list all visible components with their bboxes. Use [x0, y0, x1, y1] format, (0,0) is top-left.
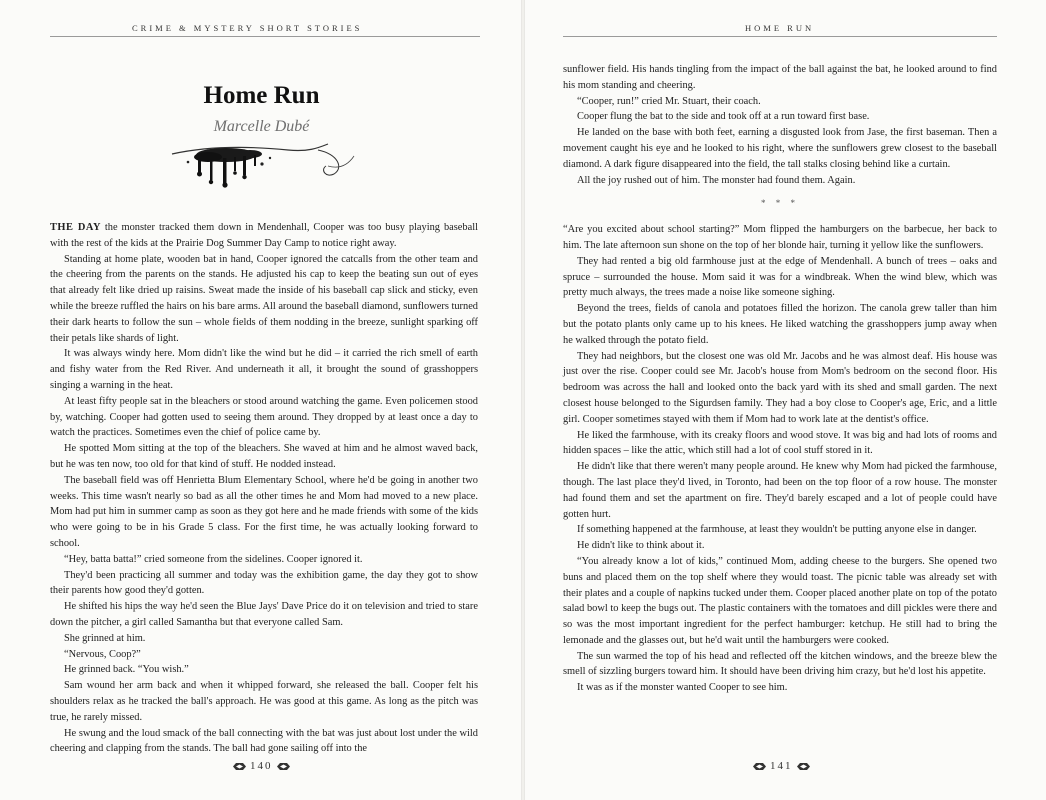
folio-ornament-icon	[233, 763, 246, 770]
body-paragraph: All the joy rushed out of him. The monster had found them. Again.	[577, 174, 856, 186]
body-paragraph: “Nervous, Coop?”	[64, 648, 141, 660]
body-paragraph: “Cooper, run!” cried Mr. Stuart, their coach.	[577, 95, 761, 107]
left-page-body	[50, 220, 478, 757]
body-paragraph: They'd been practicing all summer and today was the exhibition game, the day they got to show their parents how good they'd gotten.	[50, 569, 478, 597]
body-paragraph: Cooper flung the bat to the side and took off at a run toward first base.	[577, 111, 870, 123]
body-paragraph: “Hey, batta batta!” cried someone from the sidelines. Cooper ignored it.	[64, 553, 363, 565]
body-paragraph: “You already know a lot of kids,” continued Mom, adding cheese to the burgers. She opened two buns and placed them on the top shelf where they would toast. The picnic table was already set with their plates and a couple of napkins tucked under them. Cooper placed another plate on top of the potato salad bowl to keep the bugs out. The plastic containers with the tomatoes and dill pickles were there and so was the most important ingredient for the perfect hamburger: ketchup. He still had to bring the lemonade and the glasses out, but he'd wait until the hamburgers were cooked.	[563, 555, 997, 646]
story-title: Home Run	[203, 82, 320, 109]
lead-words: THE DAY	[50, 222, 101, 233]
right-page	[523, 0, 1046, 800]
body-paragraph: “Are you excited about school starting?” Mom flipped the hamburgers on the barbecue, her back to him. The late afternoon sun shone on the top of her blonde hair, turning it yellow like the sunflowers.	[563, 224, 997, 251]
body-paragraph: He landed on the base with both feet, earning a disgusted look from Jase, the first baseman. Then a movement caught his eye and he looked to his right, where the sunflowers grew closest to the baseball diamond. A dark figure disappeared into the field, the tall stalks closing behind like a curtain.	[563, 127, 997, 170]
header-rule-right	[563, 36, 997, 37]
body-paragraph: He swung and the loud smack of the ball connecting with the bat was just about lost under the wild cheering and clapping from the stands. The ball had gone sailing off into the	[50, 727, 478, 755]
body-paragraph: Sam wound her arm back and when it whipped forward, she released the ball. Cooper felt his shoulders relax as he tracked the ball's approach. He was good at this game. As long as the pitch was true, he rarely missed.	[50, 680, 478, 723]
body-paragraph: If something happened at the farmhouse, at least they wouldn't be putting anyone else in danger.	[577, 524, 977, 536]
page-number-right	[753, 760, 810, 772]
body-paragraph: He didn't like that there weren't many people around. He knew why Mom had picked the farmhouse, though. The last place they'd lived, in Toronto, had been on the top floor of a row house. The monster had found them and set the apartment on fire. They'd barely escaped and a lot of people could have gotten hurt.	[563, 461, 997, 520]
body-paragraph: He grinned back. “You wish.”	[64, 664, 189, 676]
page-number-text: 140	[250, 760, 273, 772]
body-paragraph: He shifted his hips the way he'd seen the Blue Jays' Dave Price do it on television and tried to stare down the pitcher, a girl called Samantha but that everyone called Sam.	[50, 601, 478, 628]
story-author: Marcelle Dubé	[213, 118, 310, 135]
folio-ornament-icon	[753, 763, 766, 770]
body-paragraph: At least fifty people sat in the bleachers or stood around watching the game. Even policemen stood by, watching. Cooper had gotten used to seeing them around. They dropped by at least once a day to watch the practices. Sometimes even the chief of police came by.	[50, 395, 478, 439]
scene-break: * * *	[761, 198, 799, 209]
body-paragraph: sunflower field. His hands tingling from the impact of the ball against the bat, he looked around to find his mom standing and cheering.	[563, 64, 997, 91]
body-paragraph: He spotted Mom sitting at the top of the bleachers. She waved at him and he almost waved back, but he was ten now, too old for that kind of stuff. He nodded instead.	[50, 443, 478, 470]
folio-ornament-icon	[797, 763, 810, 770]
body-paragraph: They had rented a big old farmhouse just at the edge of Mendenhall. A bunch of trees – oaks and spruce – surrounded the house. Mom said it was for a windbreak. When the wind blew, which was pretty much always, the trees made a noise like someone sighing.	[563, 255, 997, 299]
body-paragraph: The baseball field was off Henrietta Blum Elementary School, where he'd be going in another two weeks. This time wasn't nearly so bad as all the other times he and Mom had moved to a new place. Mom had put him in summer camp as soon as they got here and he made friends with some of the kids who were going to be in his Grade 5 class. For the first time, he was actually looking forward to school.	[50, 474, 478, 549]
running-head-left: CRIME & MYSTERY SHORT STORIES	[132, 23, 363, 33]
body-paragraph: He didn't like to think about it.	[577, 540, 705, 552]
page-number-left	[233, 760, 290, 772]
ink-splash-ornament-icon	[168, 140, 358, 188]
right-page-body	[563, 62, 997, 696]
body-paragraph: The sun warmed the top of his head and reflected off the kitchen windows, and the breeze blew the smell of sizzling burgers toward him. It should have been driving him crazy, but he'd lost his appetite.	[563, 650, 997, 678]
body-paragraph: They had neighbors, but the closest one was old Mr. Jacobs and he was almost deaf. His house was just over the rise. Cooper could see Mr. Jacob's house from Mom's bedroom on the second floor. His bedroom was across the hall and looked onto the back yard with its shed and small garden. The next closest house belonged to the Sigurdsen family. They had a boy close to Cooper's age, Eric, and a little girl. Cooper sometimes stayed with them if Mom had to work late at the dentist's office.	[563, 350, 997, 425]
body-paragraph: Standing at home plate, wooden bat in hand, Cooper ignored the catcalls from the other team and the cheering from the parents on the stands. He adjusted his cap to keep the beating sun out of eyes that already felt like dried up raisins. Sweat made the inside of his baseball cap slick and sticky, even while the breeze ruffled the hairs on his bare arms. All around the baseball diamond, sunflowers turned their dark hearts to follow the sun – whole fields of them nodding in the breeze, sunlight sparking off their petals like shards of light.	[50, 253, 479, 344]
body-paragraph: It was always windy here. Mom didn't like the wind but he did – it carried the rich smell of earth and fishy water from the Red River. And underneath it all, it brought the sound of grasshoppers singing a warning in the heat.	[50, 348, 478, 391]
body-paragraph: It was as if the monster wanted Cooper to see him.	[577, 682, 788, 694]
page-number-text: 141	[770, 760, 793, 772]
body-paragraph: Beyond the trees, fields of canola and potatoes filled the horizon. The canola grew taller than him but the potato plants only came up to his knees. He liked watching the grasshoppers jump away when he walked through the potato field.	[563, 303, 997, 346]
body-paragraph: She grinned at him.	[64, 632, 146, 644]
folio-ornament-icon	[277, 763, 290, 770]
running-head-right: HOME RUN	[745, 23, 815, 33]
body-paragraph: He liked the farmhouse, with its creaky floors and wood stove. It was big and had lots of rooms and hidden spaces – like the attic, which still had a lot of cool stuff stored in it.	[563, 429, 997, 457]
header-rule-left	[50, 36, 480, 37]
opening-paragraph	[50, 220, 478, 252]
opening-paragraph-text: the monster tracked them down in Mendenhall, Cooper was too busy playing baseball with the rest of the kids at the Prairie Dog Summer Day Camp to notice right away.	[50, 222, 478, 249]
